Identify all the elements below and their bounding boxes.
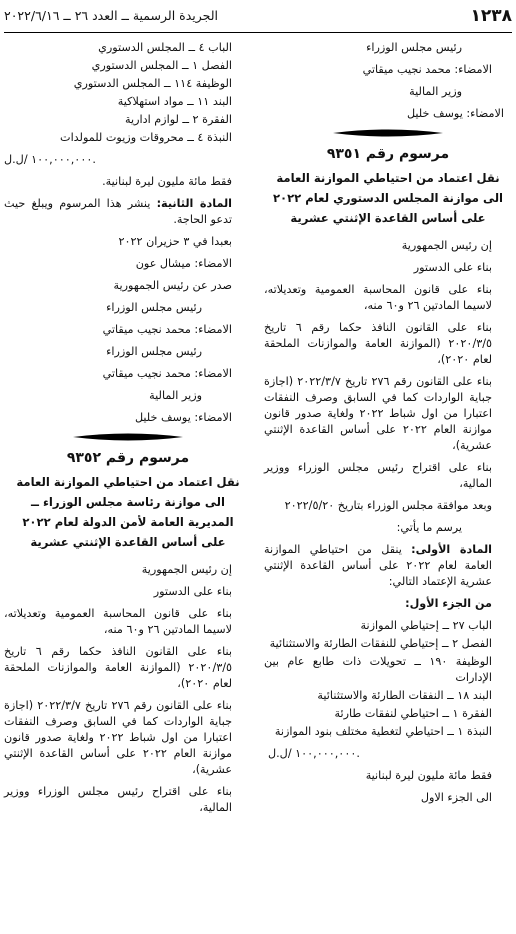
signatory-title: وزير المالية — [409, 85, 462, 98]
preamble-constitution: بناء على الدستور — [413, 261, 492, 274]
decree-subtitle-line: نقل اعتماد من احتياطي الموازنة العامة — [16, 475, 240, 489]
budget-item: الفصل ٢ ــ إحتياطي للنفقات الطارئة والاستثنائية — [269, 637, 492, 650]
signature-line: الامضاء: محمد نجيب ميقاتي — [362, 63, 492, 76]
budget-item: الفقرة ١ ــ احتياطي لنفقات طارئة — [334, 707, 492, 720]
preamble-paragraph: بناء على قانون المحاسبة العمومية وتعديلاته، لاسيما المادتين ٢٦ و٦٠ منه، — [264, 283, 492, 312]
budget-item: النبذة ٤ ــ محروقات وزيوت للمولدات — [60, 131, 232, 144]
decree-title: مرسوم رقم ٩٣٥١ — [326, 146, 450, 162]
left-column — [4, 40, 252, 822]
preamble-paragraph: بناء على القانون النافذ حكما رقم ٦ تاريخ ٢٠٢٠/٣/٥ (الموازنة العامة والموازنات الملحقة لعام ٢٠٢٠)، — [264, 321, 492, 366]
signature-line: الامضاء: محمد نجيب ميقاتي — [102, 367, 232, 380]
signature-line: الامضاء: محمد نجيب ميقاتي — [102, 323, 232, 336]
decree-subtitle-line: على أساس القاعدة الإثنتي عشرية — [30, 535, 226, 549]
president-signature: الامضاء: ميشال عون — [135, 257, 232, 270]
decree-subtitle — [4, 472, 252, 552]
article-2-text: ينشر هذا المرسوم ويبلغ حيث تدعو الحاجة. — [4, 197, 232, 226]
preamble-paragraph: بناء على القانون رقم ٢٧٦ تاريخ ٢٠٢٢/٣/٧ (اجازة جباية الواردات كما في السابق وصرف النفقات اعتبارا من اول شباط ٢٠٢٢ ولغاية صدور قانون موازنة العام ٢٠٢٢ على أساس القاعدة الإثنتي عشرية)، — [4, 699, 233, 776]
budget-item: الفقرة ٢ ــ لوازم ادارية — [124, 113, 232, 126]
signatory-title: رئيس مجلس الوزراء — [366, 41, 462, 54]
decree-subtitle-line: الى موازنة المجلس الدستوري لعام ٢٠٢٢ — [272, 191, 504, 205]
amount-words: فقط مائة مليون ليرة لبنانية — [365, 769, 492, 782]
preamble-paragraph: بناء على القانون رقم ٢٧٦ تاريخ ٢٠٢٢/٣/٧ (اجازة جباية الواردات كما في السابق وصرف النفقات اعتبارا من اول شباط ٢٠٢٢ ولغاية صدور قانون موازنة العام ٢٠٢٢ على أساس القاعدة الإثنتي عشرية)، — [264, 375, 493, 452]
budget-item: البند ١٨ ــ النفقات الطارئة والاستثنائية — [317, 689, 492, 702]
gazette-title: الجريدة الرسمية ــ العدد ٢٦ ــ ٢٠٢٢/٦/١٦ — [4, 8, 218, 23]
decree-title: مرسوم رقم ٩٣٥٢ — [66, 450, 190, 466]
preamble-paragraph: بناء على قانون المحاسبة العمومية وتعديلاته، لاسيما المادتين ٢٦ و٦٠ منه، — [4, 607, 232, 636]
amount-words: فقط مائة مليون ليرة لبنانية. — [102, 175, 232, 188]
decree-subtitle-line: المديرية العامة لأمن الدولة لعام ٢٠٢٢ — [22, 515, 234, 529]
budget-item: الفصل ١ ــ المجلس الدستوري — [91, 59, 232, 72]
budget-item: الباب ٤ ــ المجلس الدستوري — [98, 41, 232, 54]
page-header — [4, 6, 512, 33]
decree-subtitle — [264, 168, 512, 228]
decree-phrase: يرسم ما يأتي: — [396, 521, 462, 534]
preamble-paragraph: بناء على اقتراح رئيس مجلس الوزراء ووزير المالية، — [264, 461, 492, 490]
signatory-title: وزير المالية — [149, 389, 202, 402]
decree-subtitle-line: على أساس القاعدة الإثنتي عشرية — [290, 211, 486, 225]
section-heading: من الجزء الأول: — [405, 597, 492, 610]
amount: ١٠٠,٠٠٠,٠٠٠ /ل.ل. — [268, 747, 360, 760]
article-2 — [4, 196, 252, 228]
signature-line: الامضاء: يوسف خليل — [406, 107, 504, 120]
preamble-president: إن رئيس الجمهورية — [141, 563, 232, 576]
section-heading: الى الجزء الاول — [420, 791, 492, 804]
page-number: ١٢٣٨ — [470, 6, 512, 26]
separator-ornament — [333, 128, 443, 138]
budget-item: الوظيفة ١١٤ ــ المجلس الدستوري — [73, 77, 232, 90]
preamble-constitution: بناء على الدستور — [153, 585, 232, 598]
preamble-approval: وبعد موافقة مجلس الوزراء بتاريخ ٢٠٢٢/٥/٢٠ — [284, 499, 492, 512]
article-1 — [264, 542, 512, 590]
issued-by: صدر عن رئيس الجمهورية — [113, 279, 232, 292]
article-1-text: ينقل من احتياطي الموازنة العامة لعام ٢٠٢٢ على أساس القاعدة الإثنتي عشرية الإعتماد التالي: — [264, 543, 492, 588]
budget-item: النبذة ١ ــ احتياطي لتغطية مختلف بنود الموازنة — [274, 725, 492, 738]
separator-ornament — [73, 432, 183, 442]
budget-item: الباب ٢٧ ــ إحتياطي الموازنة — [360, 619, 492, 632]
date-line: بعبدا في ٣ حزيران ٢٠٢٢ — [118, 235, 232, 248]
budget-item: الوظيفة ١٩٠ ــ تحويلات ذات طابع عام بين الإدارات — [264, 655, 492, 684]
preamble-paragraph: بناء على اقتراح رئيس مجلس الوزراء ووزير المالية، — [4, 785, 232, 814]
decree-subtitle-line: نقل اعتماد من احتياطي الموازنة العامة — [276, 171, 500, 185]
decree-subtitle-line: الى موازنة رئاسة مجلس الوزراء ــ — [31, 495, 225, 509]
signatory-title: رئيس مجلس الوزراء — [106, 301, 202, 314]
signature-line: الامضاء: يوسف خليل — [134, 411, 232, 424]
preamble-paragraph: بناء على القانون النافذ حكما رقم ٦ تاريخ ٢٠٢٠/٣/٥ (الموازنة العامة والموازنات الملحقة لعام ٢٠٢٠)، — [4, 645, 232, 690]
article-2-label: المادة الثانية: — [156, 197, 233, 210]
article-1-label: المادة الأولى: — [411, 543, 492, 556]
preamble-president: إن رئيس الجمهورية — [401, 239, 492, 252]
amount: ١٠٠,٠٠٠,٠٠٠ /ل.ل. — [4, 153, 96, 166]
signatory-title: رئيس مجلس الوزراء — [106, 345, 202, 358]
right-column — [264, 40, 512, 812]
budget-item: البند ١١ ــ مواد استهلاكية — [117, 95, 232, 108]
